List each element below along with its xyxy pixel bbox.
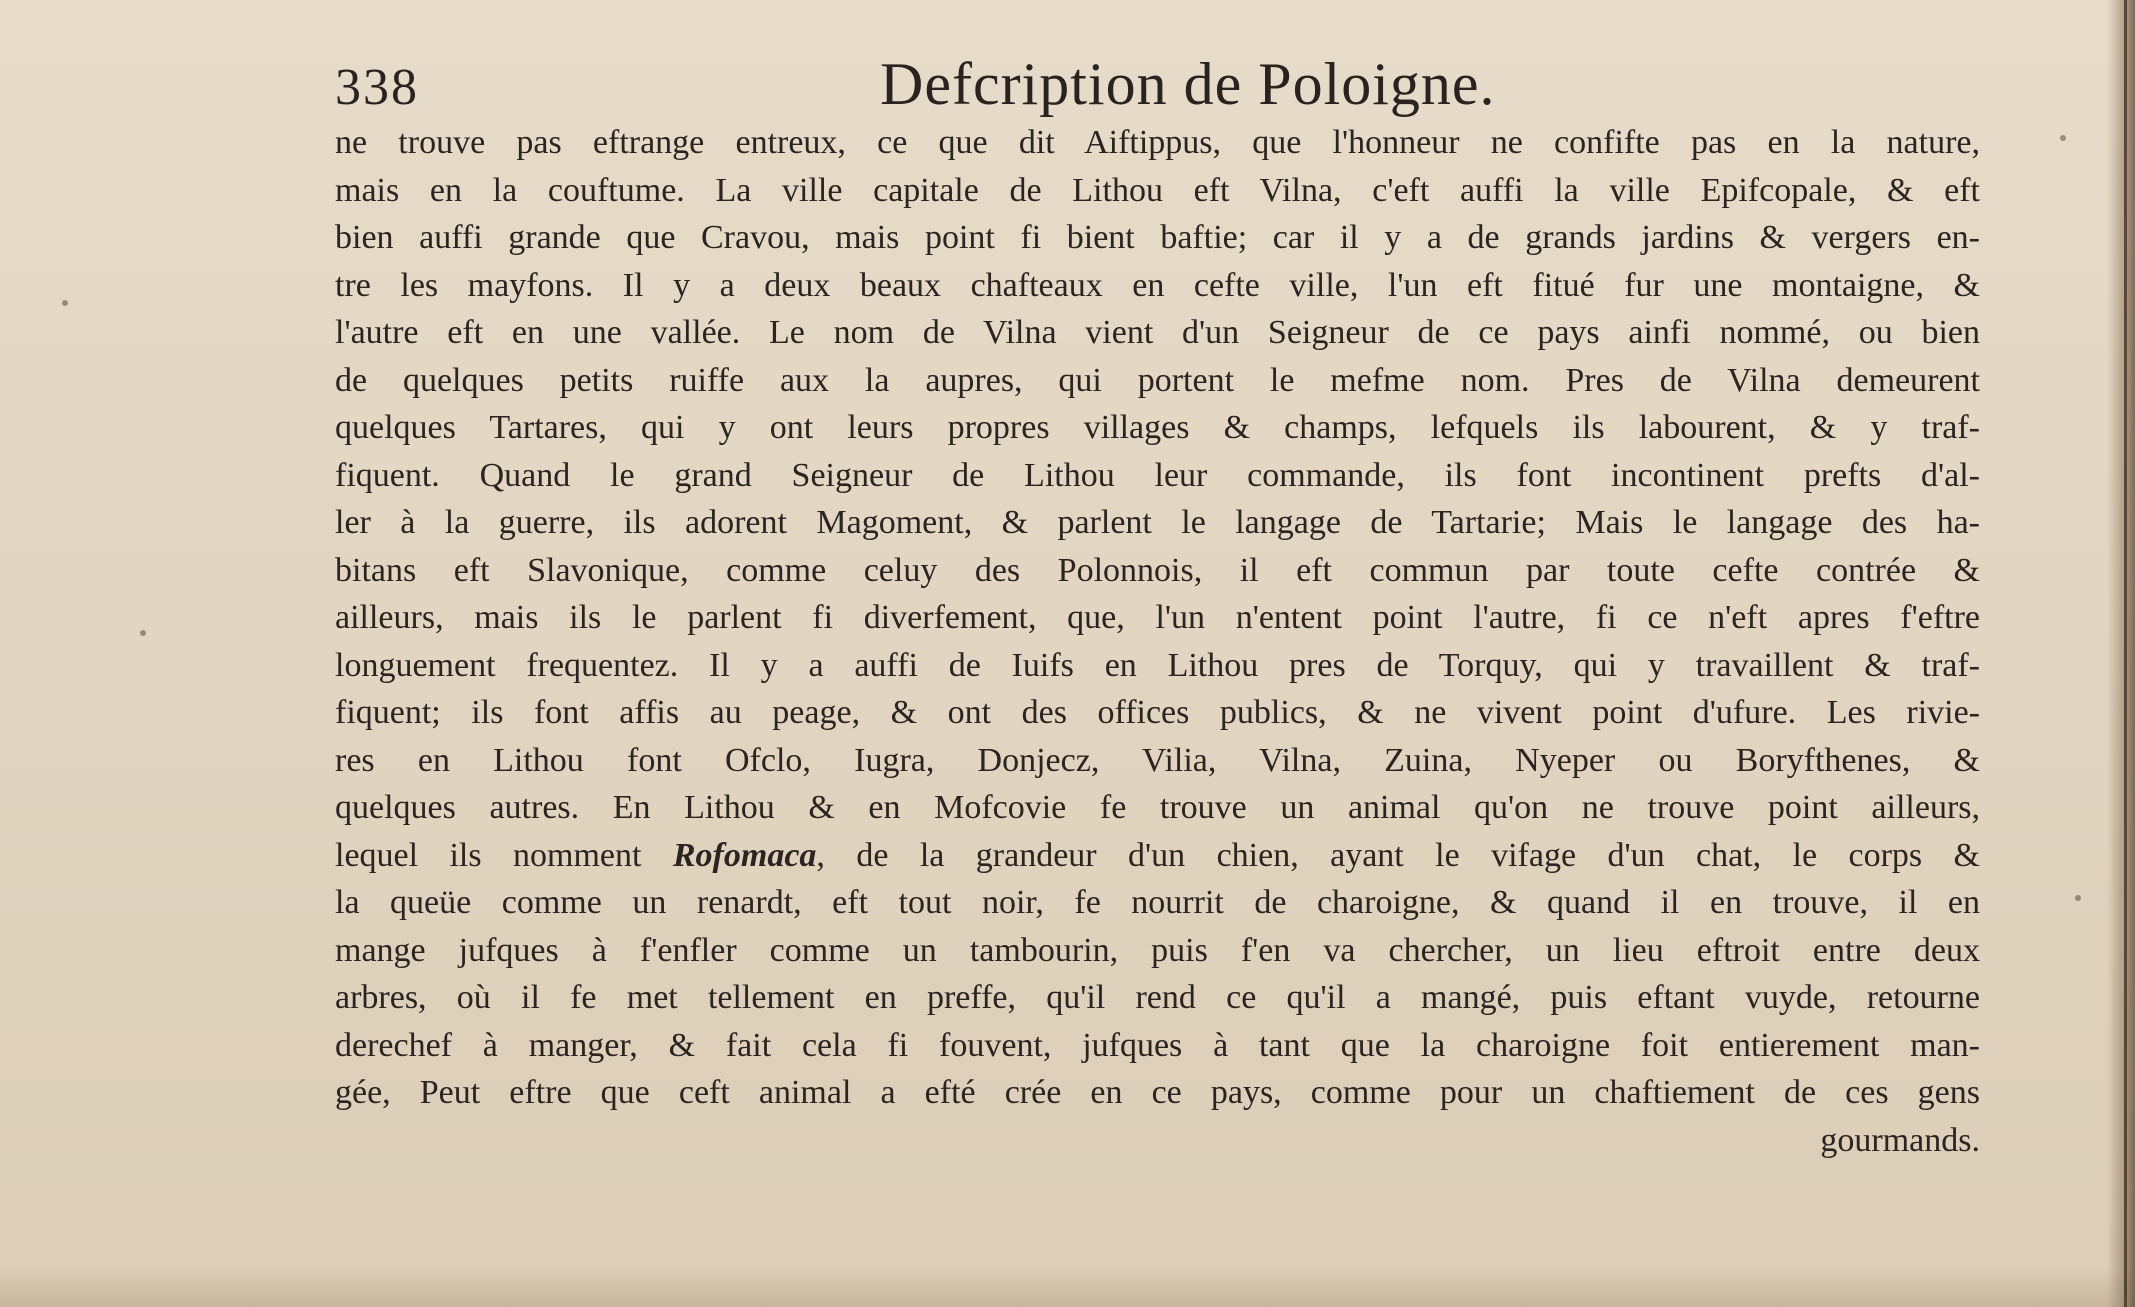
text-line: arbres, où il fe met tellement en preffe, qu'il rend ce qu'il a mangé, puis eftant vuyde, retourne — [335, 979, 1980, 1016]
running-head — [335, 48, 1985, 126]
body-text — [335, 119, 1980, 1164]
text-line: res en Lithou font Ofclo, Iugra, Donjecz, Vilia, Vilna, Zuina, Nyeper ou Boryfthenes, & — [335, 741, 1980, 779]
text-segment: lequel ils nomment — [335, 836, 673, 874]
text-line: longuement frequentez. Il y a auffi de Iuifs en Lithou pres de Torquy, qui y travaillent & traf- — [335, 646, 1980, 684]
page-number: 338 — [335, 59, 419, 116]
text-line: quelques Tartares, qui y ont leurs propres villages & champs, lefquels ils labourent, & y traf- — [335, 409, 1980, 446]
text-line: bitans eft Slavonique, comme celuy des Polonnois, il eft commun par toute cefte contrée & — [335, 551, 1980, 589]
italic-term: Rofomaca — [672, 836, 817, 874]
text-line: quelques autres. En Lithou & en Mofcovie fe trouve un animal qu'on ne trouve point ailleurs, — [335, 789, 1980, 826]
text-line: fiquent. Quand le grand Seigneur de Lithou leur commande, ils font incontinent prefts d'al- — [335, 456, 1980, 494]
text-segment: , de la grandeur d'un chien, ayant le vifage d'un chat, le corps & — [816, 836, 1980, 874]
text-line: la queüe comme un renardt, eft tout noir, fe nourrit de charoigne, & quand il en trouve, il en — [335, 884, 1980, 921]
text-line-with-italic — [335, 832, 1980, 880]
text-line: bien auffi grande que Cravou, mais point fi bient baftie; car il y a de grands jardins & vergers en- — [335, 219, 1980, 256]
text-line-final: gourmands. — [1820, 1121, 1980, 1159]
running-title: Defcription de Poloigne. — [880, 51, 1496, 117]
text-line: derechef à manger, & fait cela fi fouvent, jufques à tant que la charoigne foit entierement man- — [335, 1026, 1980, 1064]
paper-speck — [2075, 895, 2081, 901]
text-line: tre les mayfons. Il y a deux beaux chafteaux en cefte ville, l'un eft fitué fur une montaigne, & — [335, 266, 1980, 304]
text-line: fiquent; ils font affis au peage, & ont des offices publics, & ne vivent point d'ufure. Les rivie- — [335, 694, 1980, 731]
text-line: ailleurs, mais ils le parlent fi diverfement, que, l'un n'entent point l'autre, fi ce n'eft apres f'eftre — [335, 599, 1980, 636]
page-bottom-shade — [0, 1267, 2135, 1307]
text-line: mais en la couftume. La ville capitale de Lithou eft Vilna, c'eft auffi la ville Epifcopale, & eft — [335, 171, 1980, 209]
paper-speck — [2060, 135, 2066, 141]
text-line: mange jufques à f'enfler comme un tambourin, puis f'en va chercher, un lieu eftroit entre deux — [335, 931, 1980, 969]
paper-speck — [62, 300, 68, 306]
text-line: ler à la guerre, ils adorent Magoment, & parlent le langage de Tartarie; Mais le langage des ha- — [335, 504, 1980, 541]
text-line: l'autre eft en une vallée. Le nom de Vilna vient d'un Seigneur de ce pays ainfi nommé, ou bien — [335, 314, 1980, 351]
page-right-edge — [2107, 0, 2135, 1307]
text-line: de quelques petits ruiffe aux la aupres, qui portent le mefme nom. Pres de Vilna demeurent — [335, 361, 1980, 399]
text-line: gée, Peut eftre que ceft animal a efté crée en ce pays, comme pour un chaftiement de ces gens — [335, 1074, 1980, 1111]
paper-speck — [140, 630, 146, 636]
page-gutter-line — [2124, 0, 2127, 1307]
text-line: ne trouve pas eftrange entreux, ce que dit Aiftippus, que l'honneur ne confifte pas en la nature, — [335, 124, 1980, 161]
